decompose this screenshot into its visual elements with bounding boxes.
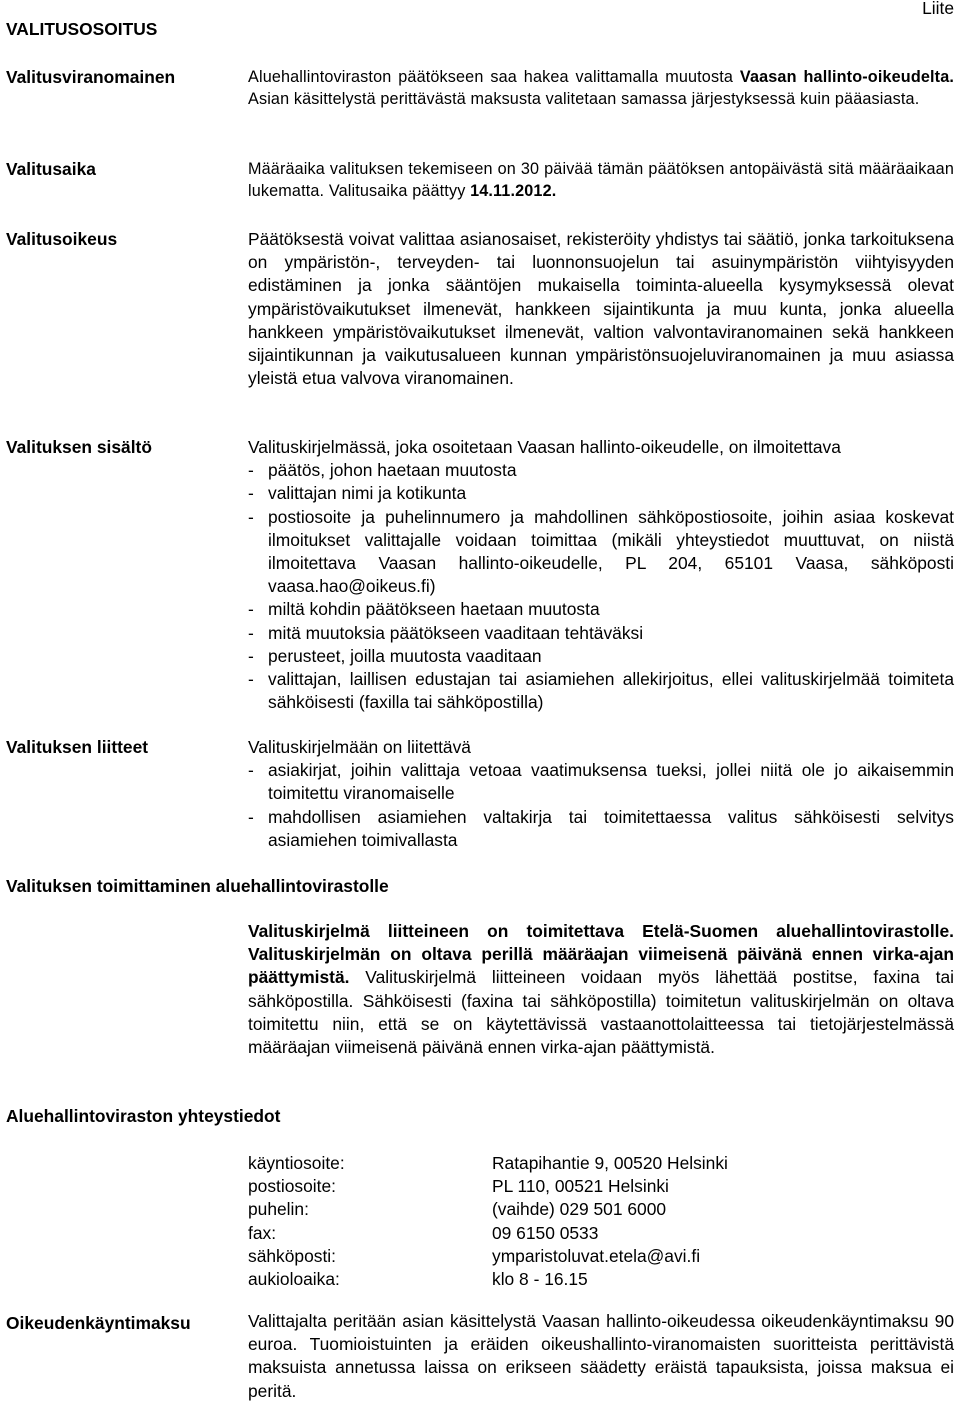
- section-text-sisalto: Valituskirjelmässä, joka osoitetaan Vaasan hallinto-oikeudelle, on ilmoitettava - päätös, johon haetaan muutosta - valittajan nimi ja kotikunta - postiosoite ja puhelinnumero ja mahdollinen sähköpostiosoite, joihin asiaa koskevat ilmoitukset valittajalle voidaan toimittaa (mikäli yhteystiedot muuttuvat, on niistä ilmoitettava Vaasan hallinto-oikeudelle, PL 204, 65101 Vaasa, sähköposti vaasa.hao@oikeus.fi) - miltä kohdin päätökseen haetaan muutosta - mitä muutoksia päätökseen vaaditaan tehtäväksi - perusteet, joilla muutosta vaaditaan - valittajan, laillisen edustajan tai asiamiehen allekirjoitus, ellei valituskirjelmää toimiteta sähköisesti (faxilla tai sähköpostilla): [248, 436, 954, 714]
- section-label-yhteystiedot: Aluehallintoviraston yhteystiedot: [6, 1106, 281, 1126]
- sisalto-list: [248, 459, 954, 714]
- list-item: - miltä kohdin päätökseen haetaan muutosta: [248, 598, 954, 621]
- contact-row: fax: 09 6150 0533: [248, 1222, 599, 1243]
- attachment-label: Liite: [922, 0, 954, 18]
- section-label-liitteet: Valituksen liitteet: [6, 737, 149, 757]
- section-text-oikeudenkayntimaksu: Valittajalta peritään asian käsittelystä Vaasan hallinto-oikeudessa oikeudenkäyntimaksu 90 euroa. Tuomioistuinten ja eräiden oikeushallinto-viranomaisten suoritteista perittävistä maksuista annetussa laissa on erikseen säädetty eräistä tapauksista, joissa maksua ei peritä.: [248, 1311, 954, 1401]
- contact-row: postiosoite: PL 110, 00521 Helsinki: [248, 1176, 669, 1197]
- contact-table: [248, 1152, 848, 1291]
- contact-row: puhelin: (vaihde) 029 501 6000: [248, 1199, 667, 1220]
- document-title: VALITUSOSOITUS: [6, 19, 158, 39]
- section-label-oikeudenkayntimaksu: Oikeudenkäyntimaksu: [6, 1313, 191, 1333]
- list-item: - asiakirjat, joihin valittaja vetoaa vaatimuksensa tueksi, jollei niitä ole jo aikaisemmin toimitettu viranomaiselle: [248, 759, 954, 805]
- list-item: - mitä muutoksia päätökseen vaaditaan tehtäväksi: [248, 622, 954, 645]
- section-text-liitteet: Valituskirjelmään on liitettävä - asiakirjat, joihin valittaja vetoaa vaatimuksensa tueksi, jollei niitä ole jo aikaisemmin toimitettu viranomaiselle - mahdollisen asiamiehen valtakirja tai toimitettaessa valitus sähköisesti selvitys asiamiehen toimivallasta: [248, 736, 954, 852]
- list-item: - mahdollisen asiamiehen valtakirja tai toimitettaessa valitus sähköisesti selvitys asiamiehen toimivallasta: [248, 806, 954, 852]
- list-item: - valittajan nimi ja kotikunta: [248, 482, 954, 505]
- list-item: - valittajan, laillisen edustajan tai asiamiehen allekirjoitus, ellei valituskirjelmää toimiteta sähköisesti (faxilla tai sähköpostilla): [248, 668, 954, 714]
- list-item: - päätös, johon haetaan muutosta: [248, 459, 954, 482]
- section-label-valitusviranomainen: Valitusviranomainen: [6, 67, 176, 87]
- section-label-sisalto: Valituksen sisältö: [6, 437, 152, 457]
- contact-row: sähköposti: ymparistoluvat.etela@avi.fi: [248, 1245, 701, 1266]
- section-label-valitusoikeus: Valitusoikeus: [6, 229, 118, 249]
- contact-row: käyntiosoite: Ratapihantie 9, 00520 Helsinki: [248, 1153, 728, 1173]
- list-item: - perusteet, joilla muutosta vaaditaan: [248, 645, 954, 668]
- section-text-valitusaika: Määräaika valituksen tekemiseen on 30 päivää tämän päätöksen antopäivästä sitä määräaikaan lukematta. Valitusaika päättyy 14.11.2012.: [248, 160, 954, 201]
- section-label-toimittaminen: Valituksen toimittaminen aluehallintovirastolle: [6, 876, 389, 896]
- section-label-valitusaika: Valitusaika: [6, 159, 96, 179]
- section-text-toimittaminen: Valituskirjelmä liitteineen on toimitettava Etelä-Suomen aluehallintovirastolle. Valituskirjelmän on oltava perillä määräajan viimeisenä päivänä ennen virka-ajan päättymistä. Valituskirjelmä liitteineen voidaan myös lähettää postitse, faxina tai sähköpostilla. Sähköisesti (faxina tai sähköpostilla) toimitetun valituskirjelmän on oltava toimitettu niin, että se on käytettävissä vastaanottolaitteessa tai tietojärjestelmässä määräajan viimeisenä päivänä ennen virka-ajan päättymistä.: [248, 921, 954, 1058]
- list-item: - postiosoite ja puhelinnumero ja mahdollinen sähköpostiosoite, joihin asiaa koskevat ilmoitukset valittajalle voidaan toimittaa (mikäli yhteystiedot muuttuvat, on niistä ilmoitettava Vaasan hallinto-oikeudelle, PL 204, 65101 Vaasa, sähköposti vaasa.hao@oikeus.fi): [248, 506, 954, 599]
- section-text-valitusoikeus: Päätöksestä voivat valittaa asianosaiset, rekisteröity yhdistys tai säätiö, jonka tarkoituksena on ympäristön-, terveyden- tai luonnonsuojelun tai asuinympäristön viihtyisyyden edistäminen ja jonka sääntöjen mukaisella toiminta-alueella kysymyksessä olevat ympäristövaikutukset ilmenevät, hankkeen sijaintikunta ja muu kunta, jonka alueella hankkeen ympäristövaikutukset ilmenevät, valtion valvontaviranomainen sekä hankkeen sijaintikunnan ja vaikutusalueen kunnan ympäristönsuojeluviranomainen ja muu asiassa yleistä etua valvova viranomainen.: [248, 229, 954, 389]
- liitteet-list: [248, 759, 954, 852]
- section-text-valitusviranomainen: Aluehallintoviraston päätökseen saa hakea valittamalla muutosta Vaasan hallinto-oikeudelta. Asian käsittelystä perittävästä maksusta valitetaan samassa järjestyksessä kuin pääasiasta.: [248, 68, 954, 109]
- contact-row: aukioloaika: klo 8 - 16.15: [248, 1268, 588, 1289]
